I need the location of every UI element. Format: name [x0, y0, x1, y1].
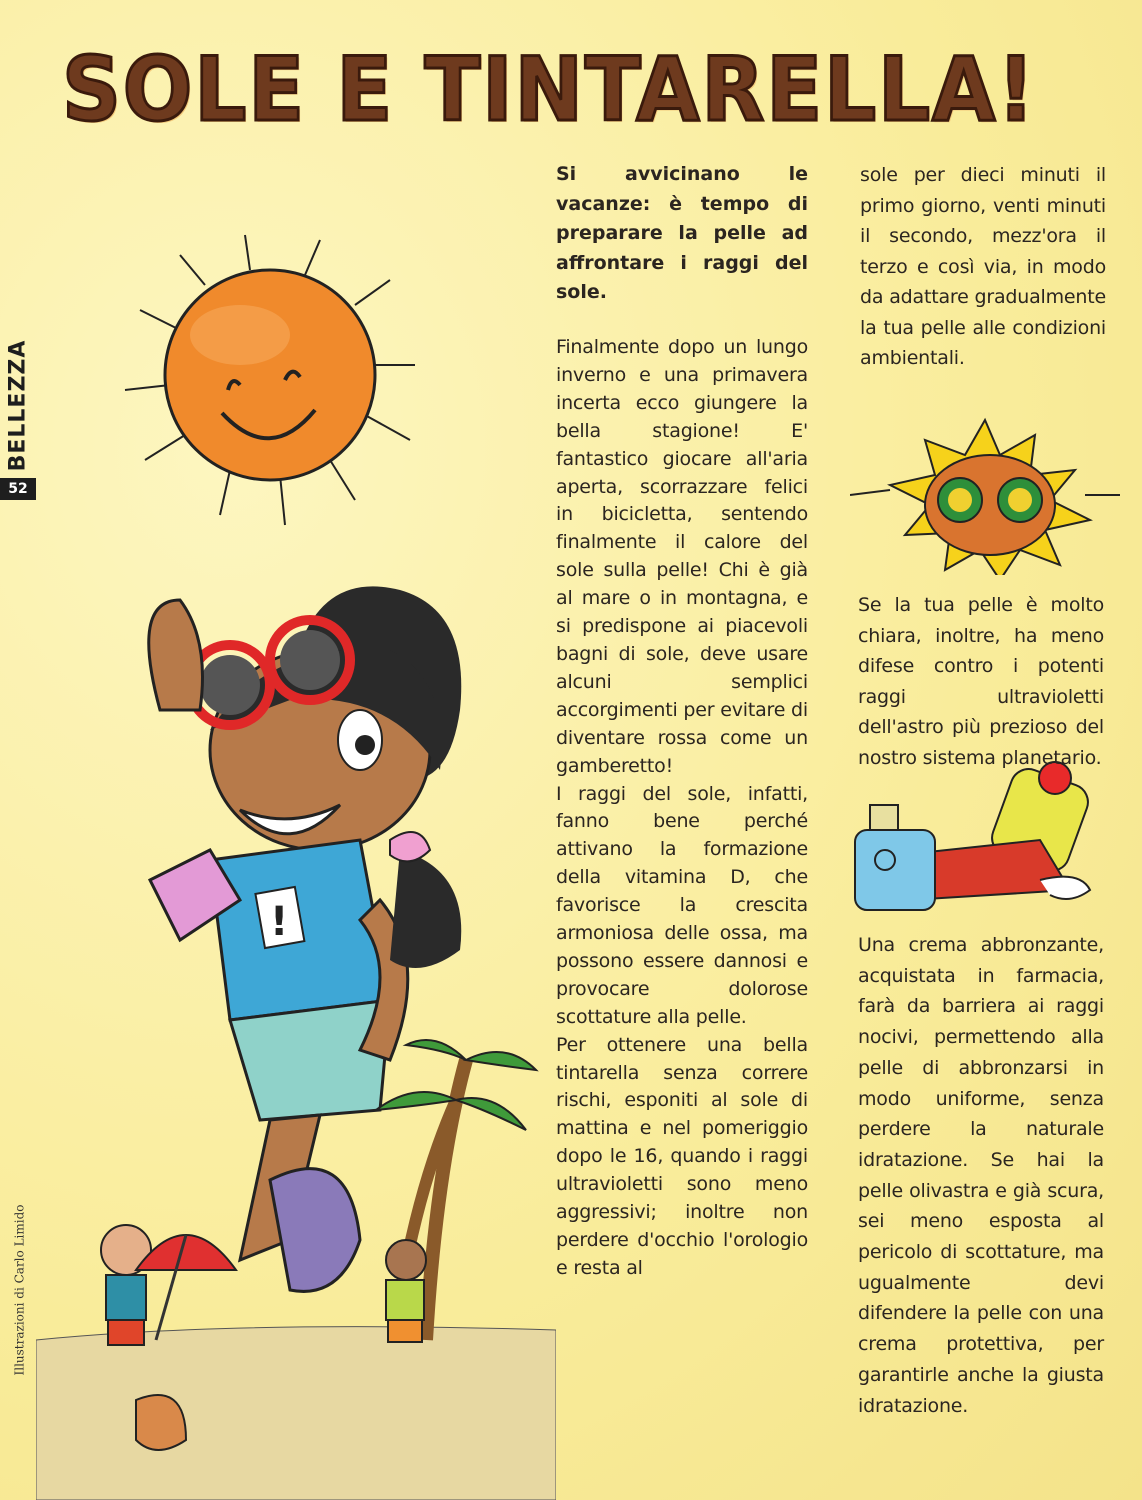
article-lead: Si avvicinano le vacanze: è tempo di preparare la pelle ad affrontare i raggi del sole.	[556, 163, 808, 303]
paragraph: I raggi del sole, infatti, fanno bene perché attivano la formazione della vitamina D, che favorisce la crescita armoniosa delle ossa, ma possono essere dannosi e provocare dolorose scottature alla pelle.	[556, 782, 808, 1028]
paragraph: Se la tua pelle è molto chiara, inoltre, ha meno difese contro i potenti raggi ultravioletti dell'astro più prezioso del nostro sistema planetario.	[858, 594, 1104, 769]
illustration-credit	[6, 1140, 32, 1440]
article-column-2-middle	[858, 590, 1104, 773]
beach-scene-illustration	[36, 1020, 556, 1500]
section-label-text: BELLEZZA	[5, 339, 31, 471]
paragraph: Finalmente dopo un lungo inverno e una primavera incerta ecco giungere la bella stagione! E' fantastico giocare all'aria aperta, scorrazzare felici in bicicletta, sentendo finalmente il calore del sole sulla pelle! Chi è già al mare o in montagna, e si predispone ai piacevoli bagni di sole, deve usare alcuni semplici accorgimenti per evitare di diventare rossa come un gamberetto!	[556, 336, 808, 777]
sun-with-goggles-illustration	[850, 415, 1120, 575]
illustration-credit-text: Illustrazioni di Carlo Limido	[12, 1204, 26, 1376]
smiling-sun-illustration	[110, 225, 440, 545]
section-label	[0, 320, 36, 490]
page-number: 52	[0, 478, 36, 500]
page-title: SOLE E TINTARELLA!	[62, 38, 1037, 141]
sunscreen-bottles-illustration	[840, 760, 1110, 920]
paragraph: Per ottenere una bella tintarella senza correre rischi, esponiti al sole di mattina e nel pomeriggio dopo le 16, quando i raggi ultravioletti sono meno aggressivi; inoltre non perdere d'occhio l'orologio e resta al	[556, 1033, 808, 1279]
article-column-1	[556, 334, 808, 1283]
paragraph: Una crema abbronzante, acquistata in farmacia, farà da barriera ai raggi nocivi, permettendo alla pelle di abbronzarsi in modo uniforme, senza perdere la naturale idratazione. Se hai la pelle olivastra e già scura, sei meno esposta al pericolo di scottature, ma ugualmente devi difendere la pelle con una crema protettiva, per garantirle anche la giusta idratazione.	[858, 934, 1104, 1417]
paragraph: sole per dieci minuti il primo giorno, venti minuti il secondo, mezz'ora il terzo e così via, in modo da adattare gradualmente la tua pelle alle condizioni ambientali.	[860, 164, 1106, 369]
svg-text:!: !	[270, 899, 289, 945]
article-column-2-bottom	[858, 930, 1104, 1421]
article-column-2-top	[860, 160, 1106, 374]
